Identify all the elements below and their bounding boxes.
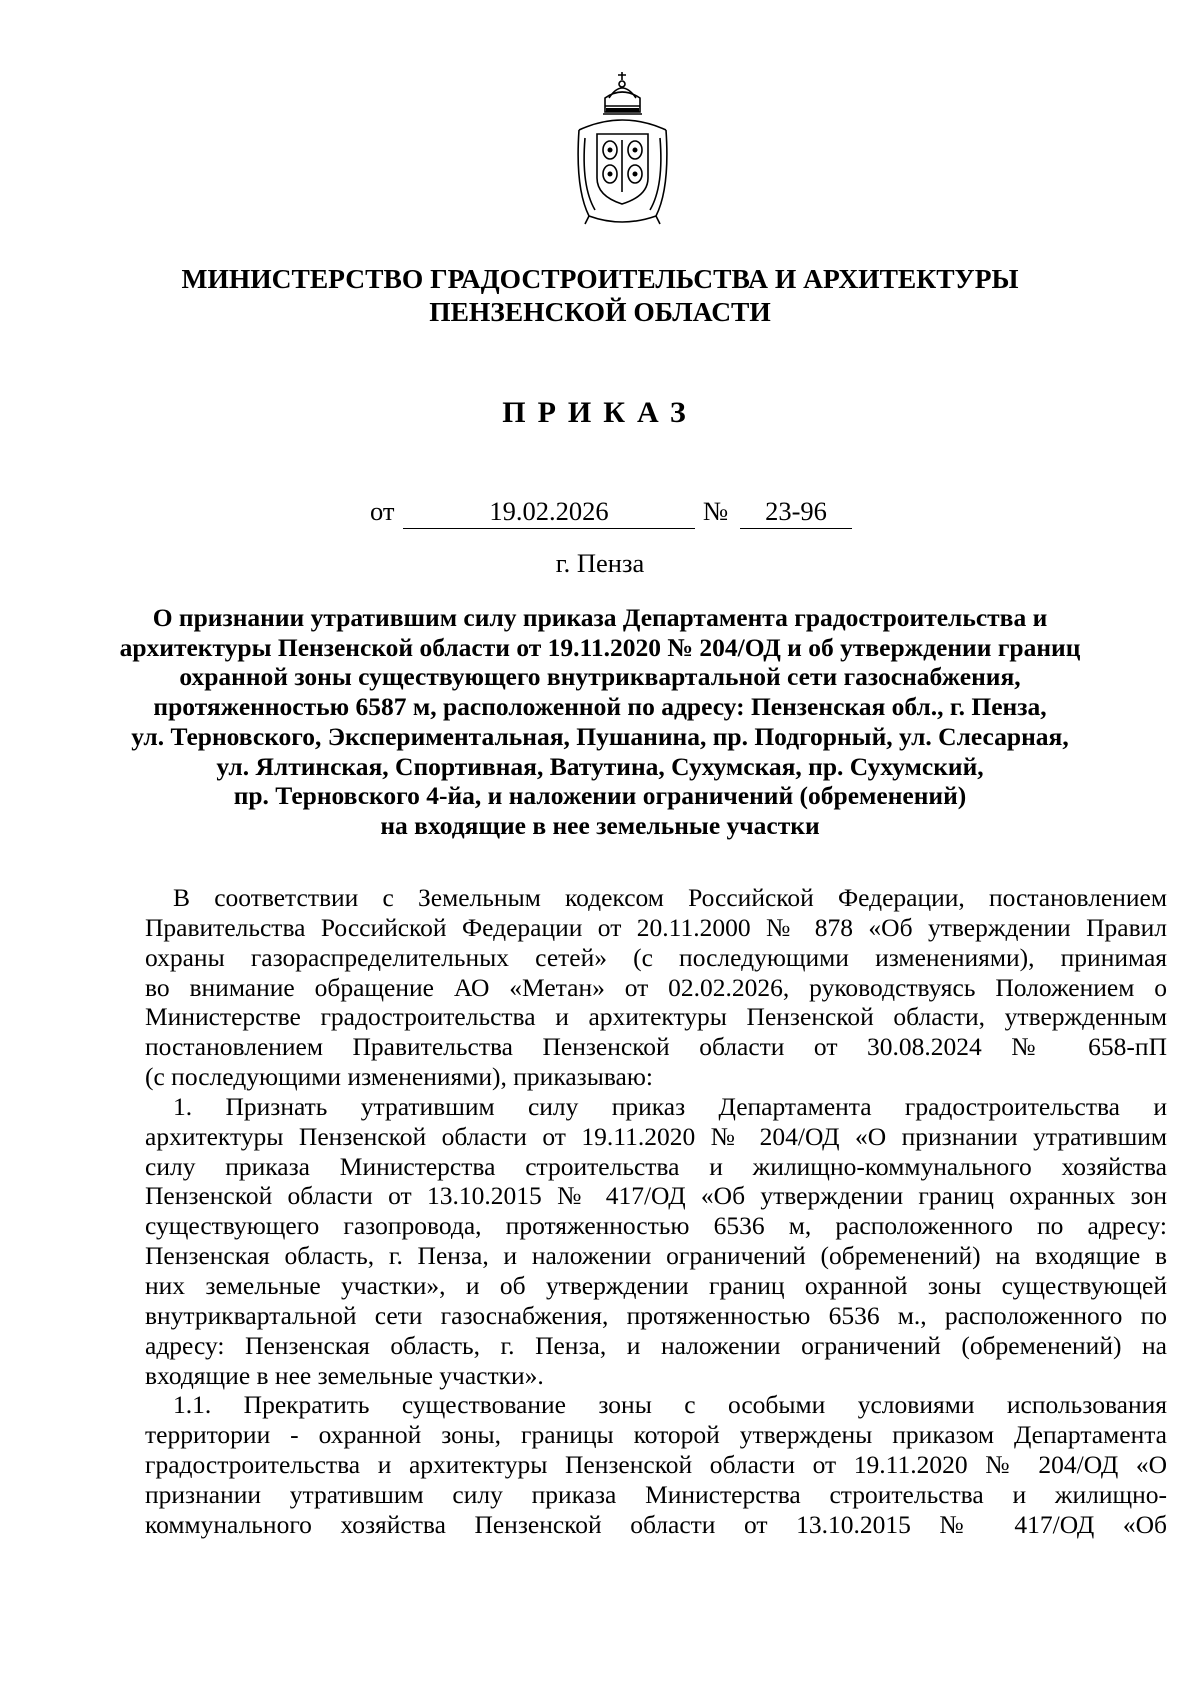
body-line: силу приказа Министерства строительства и жилищно-коммунального хозяйства xyxy=(145,1151,1167,1181)
subject-line: протяженностью 6587 м, расположенной по адресу: Пензенская обл., г. Пенза, xyxy=(153,692,1047,722)
document-number: 23-96 xyxy=(740,495,852,529)
body-line: В соответствии с Земельным кодексом Российской Федерации, постановлением xyxy=(173,883,1167,912)
ministry-name-line1: МИНИСТЕРСТВО ГРАДОСТРОИТЕЛЬСТВА И АРХИТЕКТУРЫ xyxy=(181,263,1019,294)
body-line: них земельные участки», и об утверждении границ охранной зоны существующей xyxy=(145,1270,1167,1300)
penza-coat-of-arms-icon xyxy=(565,68,680,228)
subject-line: О признании утратившим силу приказа Департамента градостроительства и xyxy=(152,603,1048,632)
body-line: во внимание обращение АО «Метан» от 02.02.2026, руководствуясь Положением о xyxy=(145,972,1167,1002)
city: г. Пенза xyxy=(555,548,645,578)
subject-line: ул. Ялтинская, Спортивная, Ватутина, Сухумская, пр. Сухумский, xyxy=(216,751,984,781)
date-prefix: от xyxy=(370,496,395,526)
body-line: существующего газопровода, протяженностью 6536 м, расположенного по адресу: xyxy=(145,1211,1167,1241)
body-line: градостроительства и архитектуры Пензенской области от 19.11.2020 № 204/ОД «О xyxy=(145,1450,1167,1480)
subject-line: архитектуры Пензенской области от 19.11.2020 № 204/ОД и об утверждении границ xyxy=(119,632,1081,662)
body-line: охраны газораспределительных сетей» (с последующими изменениями), принимая xyxy=(145,942,1167,972)
document-date: 19.02.2026 xyxy=(403,495,695,529)
body-line: внутриквартальной сети газоснабжения, протяженностью 6536 м., расположенного по xyxy=(145,1300,1167,1330)
body-line: адресу: Пензенская область, г. Пенза, и наложении ограничений (обременений) на xyxy=(145,1330,1167,1360)
body-line: Пензенской области от 13.10.2015 № 417/ОД «Об утверждении границ охранных зон xyxy=(145,1181,1167,1211)
body-line: Министерстве градостроительства и архитектуры Пензенской области, утвержденным xyxy=(145,1002,1167,1032)
ministry-name-line2: ПЕНЗЕНСКОЙ ОБЛАСТИ xyxy=(429,296,771,327)
subject-line: пр. Терновского 4-йа, и наложении ограничений (обременений) xyxy=(233,781,967,811)
subject-line: на входящие в нее земельные участки xyxy=(380,810,820,840)
body-line: Пензенская область, г. Пенза, и наложении ограничений (обременений) на входящие в xyxy=(145,1241,1167,1271)
body-line: территории - охранной зоны, границы которой утверждены приказом Департамента xyxy=(145,1420,1167,1450)
document-type-title: ПРИКАЗ xyxy=(502,396,698,429)
body-line: входящие в нее земельные участки». xyxy=(145,1360,544,1390)
number-sign: № xyxy=(703,496,729,526)
body-line: коммунального хозяйства Пензенской области от 13.10.2015 № 417/ОД «Об xyxy=(145,1509,1167,1539)
order-body xyxy=(145,883,1167,1540)
body-line: архитектуры Пензенской области от 19.11.2020 № 204/ОД «О признании утратившим xyxy=(145,1121,1167,1151)
body-line: 1. Признать утратившим силу приказ Департамента градостроительства и xyxy=(173,1091,1167,1121)
subject-line: охранной зоны существующего внутриквартальной сети газоснабжения, xyxy=(179,662,1021,692)
ministry-name xyxy=(0,262,1200,328)
body-line: Правительства Российской Федерации от 20.11.2000 № 878 «Об утверждении Правил xyxy=(145,912,1167,942)
body-line: 1.1. Прекратить существование зоны с особыми условиями использования xyxy=(173,1390,1167,1420)
body-line: (с последующими изменениями), приказываю: xyxy=(145,1062,654,1092)
body-line: постановлением Правительства Пензенской области от 30.08.2024 № 658-пП xyxy=(145,1032,1167,1062)
subject-line: ул. Терновского, Экспериментальная, Пушанина, пр. Подгорный, ул. Слесарная, xyxy=(131,721,1069,751)
order-subject xyxy=(110,603,1090,841)
body-line: признании утратившим силу приказа Министерства строительства и жилищно- xyxy=(145,1479,1167,1509)
